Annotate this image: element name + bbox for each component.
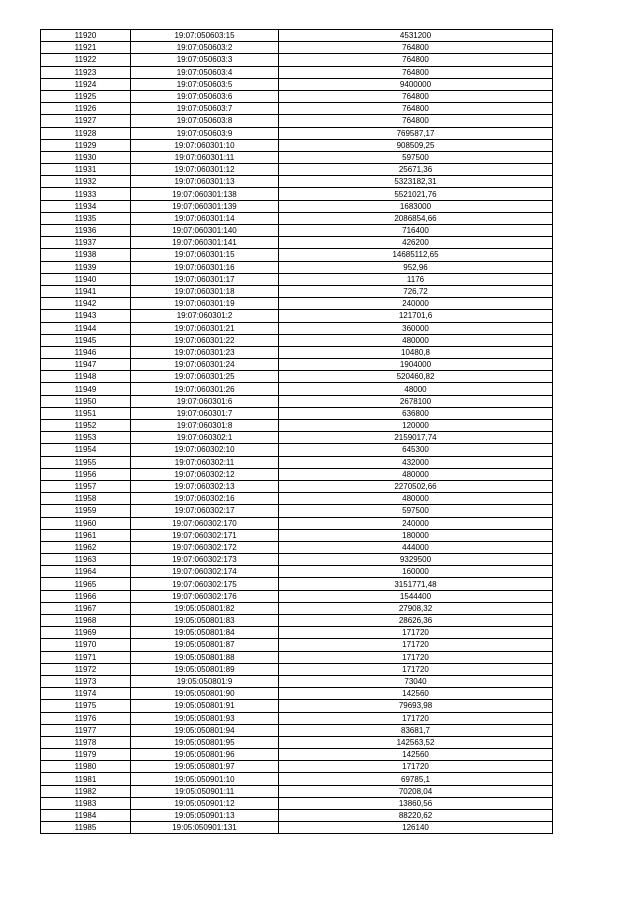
value-cell: 142560 — [279, 749, 553, 761]
value-cell: 70208,04 — [279, 785, 553, 797]
value-cell: 908509,25 — [279, 139, 553, 151]
value-cell: 520460,82 — [279, 371, 553, 383]
row-number-cell: 11934 — [41, 200, 131, 212]
value-cell: 88220,62 — [279, 810, 553, 822]
cadastral-number-cell: 19:07:060301:8 — [131, 420, 279, 432]
cadastral-number-cell: 19:07:050603:4 — [131, 66, 279, 78]
value-cell: 480000 — [279, 334, 553, 346]
value-cell: 1683000 — [279, 200, 553, 212]
value-cell: 171720 — [279, 712, 553, 724]
row-number-cell: 11975 — [41, 700, 131, 712]
value-cell: 79693,98 — [279, 700, 553, 712]
row-number-cell: 11981 — [41, 773, 131, 785]
cadastral-number-cell: 19:07:060302:16 — [131, 493, 279, 505]
table-row — [41, 822, 553, 834]
value-cell: 764800 — [279, 103, 553, 115]
value-cell: 240000 — [279, 517, 553, 529]
table-row — [41, 420, 553, 432]
table-row — [41, 249, 553, 261]
value-cell: 121701,6 — [279, 310, 553, 322]
table-row — [41, 773, 553, 785]
cadastral-number-cell: 19:07:050603:3 — [131, 54, 279, 66]
cadastral-number-cell: 19:07:060301:23 — [131, 346, 279, 358]
row-number-cell: 11945 — [41, 334, 131, 346]
row-number-cell: 11950 — [41, 395, 131, 407]
cadastral-number-cell: 19:07:060302:173 — [131, 554, 279, 566]
table-row — [41, 480, 553, 492]
value-cell: 2678100 — [279, 395, 553, 407]
cadastral-number-cell: 19:07:060301:140 — [131, 225, 279, 237]
value-cell: 142563,52 — [279, 736, 553, 748]
row-number-cell: 11922 — [41, 54, 131, 66]
cadastral-number-cell: 19:05:050901:10 — [131, 773, 279, 785]
row-number-cell: 11926 — [41, 103, 131, 115]
value-cell: 73040 — [279, 675, 553, 687]
row-number-cell: 11968 — [41, 615, 131, 627]
cadastral-number-cell: 19:05:050901:12 — [131, 797, 279, 809]
row-number-cell: 11985 — [41, 822, 131, 834]
cadastral-number-cell: 19:07:060301:10 — [131, 139, 279, 151]
row-number-cell: 11953 — [41, 432, 131, 444]
cadastral-number-cell: 19:05:050801:88 — [131, 651, 279, 663]
value-cell: 764800 — [279, 90, 553, 102]
cadastral-number-cell: 19:07:050603:7 — [131, 103, 279, 115]
cadastral-number-cell: 19:05:050801:90 — [131, 688, 279, 700]
table-row — [41, 541, 553, 553]
cadastral-number-cell: 19:07:050603:5 — [131, 78, 279, 90]
value-cell: 444000 — [279, 541, 553, 553]
value-cell: 764800 — [279, 115, 553, 127]
table-row — [41, 212, 553, 224]
table-row — [41, 724, 553, 736]
row-number-cell: 11938 — [41, 249, 131, 261]
cadastral-number-cell: 19:07:050603:9 — [131, 127, 279, 139]
table-row — [41, 566, 553, 578]
cadastral-number-cell: 19:05:050901:13 — [131, 810, 279, 822]
row-number-cell: 11920 — [41, 30, 131, 42]
cadastral-number-cell: 19:05:050801:82 — [131, 602, 279, 614]
row-number-cell: 11933 — [41, 188, 131, 200]
row-number-cell: 11983 — [41, 797, 131, 809]
row-number-cell: 11925 — [41, 90, 131, 102]
cadastral-number-cell: 19:07:060301:26 — [131, 383, 279, 395]
table-row — [41, 310, 553, 322]
table-row — [41, 615, 553, 627]
table-row — [41, 188, 553, 200]
value-cell: 27908,32 — [279, 602, 553, 614]
table-row — [41, 505, 553, 517]
cadastral-number-cell: 19:07:060302:174 — [131, 566, 279, 578]
table-row — [41, 663, 553, 675]
value-cell: 120000 — [279, 420, 553, 432]
row-number-cell: 11935 — [41, 212, 131, 224]
row-number-cell: 11952 — [41, 420, 131, 432]
cadastral-number-cell: 19:07:060302:176 — [131, 590, 279, 602]
table-row — [41, 736, 553, 748]
table-row — [41, 383, 553, 395]
value-cell: 13860,56 — [279, 797, 553, 809]
table-row — [41, 285, 553, 297]
row-number-cell: 11948 — [41, 371, 131, 383]
row-number-cell: 11941 — [41, 285, 131, 297]
table-row — [41, 444, 553, 456]
value-cell: 716400 — [279, 225, 553, 237]
table-row — [41, 700, 553, 712]
row-number-cell: 11940 — [41, 273, 131, 285]
row-number-cell: 11946 — [41, 346, 131, 358]
value-cell: 171720 — [279, 761, 553, 773]
table-row — [41, 225, 553, 237]
cadastral-number-cell: 19:07:060301:21 — [131, 322, 279, 334]
table-row — [41, 139, 553, 151]
row-number-cell: 11962 — [41, 541, 131, 553]
cadastral-number-cell: 19:07:060302:171 — [131, 529, 279, 541]
cadastral-number-cell: 19:07:060302:175 — [131, 578, 279, 590]
row-number-cell: 11977 — [41, 724, 131, 736]
value-cell: 3151771,48 — [279, 578, 553, 590]
row-number-cell: 11961 — [41, 529, 131, 541]
row-number-cell: 11942 — [41, 298, 131, 310]
cadastral-number-cell: 19:05:050801:97 — [131, 761, 279, 773]
cadastral-number-cell: 19:07:060301:7 — [131, 407, 279, 419]
cadastral-number-cell: 19:07:060301:6 — [131, 395, 279, 407]
table-row — [41, 675, 553, 687]
table-row — [41, 200, 553, 212]
value-cell: 10480,8 — [279, 346, 553, 358]
cadastral-number-cell: 19:05:050901:11 — [131, 785, 279, 797]
table-row — [41, 810, 553, 822]
row-number-cell: 11958 — [41, 493, 131, 505]
cadastral-number-cell: 19:07:060301:14 — [131, 212, 279, 224]
row-number-cell: 11924 — [41, 78, 131, 90]
row-number-cell: 11970 — [41, 639, 131, 651]
value-cell: 48000 — [279, 383, 553, 395]
cadastral-number-cell: 19:07:060301:138 — [131, 188, 279, 200]
table-row — [41, 468, 553, 480]
table-row — [41, 493, 553, 505]
table-row — [41, 151, 553, 163]
table-row — [41, 529, 553, 541]
value-cell: 69785,1 — [279, 773, 553, 785]
value-cell: 180000 — [279, 529, 553, 541]
value-cell: 171720 — [279, 627, 553, 639]
cadastral-number-cell: 19:07:060302:17 — [131, 505, 279, 517]
row-number-cell: 11964 — [41, 566, 131, 578]
value-cell: 769587,17 — [279, 127, 553, 139]
row-number-cell: 11939 — [41, 261, 131, 273]
cadastral-number-cell: 19:05:050801:96 — [131, 749, 279, 761]
row-number-cell: 11928 — [41, 127, 131, 139]
value-cell: 1904000 — [279, 359, 553, 371]
value-cell: 480000 — [279, 493, 553, 505]
row-number-cell: 11960 — [41, 517, 131, 529]
cadastral-number-cell: 19:07:060301:15 — [131, 249, 279, 261]
row-number-cell: 11929 — [41, 139, 131, 151]
cadastral-number-cell: 19:07:060301:13 — [131, 176, 279, 188]
cadastral-number-cell: 19:07:060301:139 — [131, 200, 279, 212]
value-cell: 9400000 — [279, 78, 553, 90]
row-number-cell: 11982 — [41, 785, 131, 797]
row-number-cell: 11921 — [41, 42, 131, 54]
row-number-cell: 11936 — [41, 225, 131, 237]
table-row — [41, 432, 553, 444]
row-number-cell: 11947 — [41, 359, 131, 371]
row-number-cell: 11984 — [41, 810, 131, 822]
value-cell: 764800 — [279, 66, 553, 78]
value-cell: 2086854,66 — [279, 212, 553, 224]
cadastral-number-cell: 19:07:060301:2 — [131, 310, 279, 322]
cadastral-number-cell: 19:07:060301:12 — [131, 164, 279, 176]
cadastral-number-cell: 19:05:050801:93 — [131, 712, 279, 724]
value-cell: 597500 — [279, 505, 553, 517]
table-row — [41, 261, 553, 273]
table-row — [41, 456, 553, 468]
row-number-cell: 11951 — [41, 407, 131, 419]
table-row — [41, 273, 553, 285]
value-cell: 142560 — [279, 688, 553, 700]
value-cell: 2270502,66 — [279, 480, 553, 492]
value-cell: 432000 — [279, 456, 553, 468]
table-row — [41, 176, 553, 188]
row-number-cell: 11969 — [41, 627, 131, 639]
value-cell: 160000 — [279, 566, 553, 578]
cadastral-number-cell: 19:07:050603:6 — [131, 90, 279, 102]
table-row — [41, 42, 553, 54]
value-cell: 171720 — [279, 663, 553, 675]
row-number-cell: 11963 — [41, 554, 131, 566]
row-number-cell: 11965 — [41, 578, 131, 590]
row-number-cell: 11967 — [41, 602, 131, 614]
data-table — [40, 29, 553, 834]
cadastral-number-cell: 19:05:050801:95 — [131, 736, 279, 748]
cadastral-number-cell: 19:05:050801:94 — [131, 724, 279, 736]
row-number-cell: 11930 — [41, 151, 131, 163]
row-number-cell: 11954 — [41, 444, 131, 456]
row-number-cell: 11943 — [41, 310, 131, 322]
value-cell: 360000 — [279, 322, 553, 334]
row-number-cell: 11972 — [41, 663, 131, 675]
table-row — [41, 346, 553, 358]
cadastral-number-cell: 19:07:060301:11 — [131, 151, 279, 163]
table-row — [41, 237, 553, 249]
row-number-cell: 11937 — [41, 237, 131, 249]
value-cell: 171720 — [279, 651, 553, 663]
cadastral-number-cell: 19:05:050801:84 — [131, 627, 279, 639]
table-row — [41, 639, 553, 651]
cadastral-number-cell: 19:07:060301:18 — [131, 285, 279, 297]
value-cell: 5323182,31 — [279, 176, 553, 188]
table-row — [41, 785, 553, 797]
value-cell: 645300 — [279, 444, 553, 456]
table-row — [41, 322, 553, 334]
cadastral-number-cell: 19:07:060302:11 — [131, 456, 279, 468]
value-cell: 83681,7 — [279, 724, 553, 736]
cadastral-number-cell: 19:05:050801:89 — [131, 663, 279, 675]
row-number-cell: 11944 — [41, 322, 131, 334]
value-cell: 764800 — [279, 42, 553, 54]
table-row — [41, 371, 553, 383]
value-cell: 9329500 — [279, 554, 553, 566]
row-number-cell: 11974 — [41, 688, 131, 700]
row-number-cell: 11979 — [41, 749, 131, 761]
cadastral-number-cell: 19:05:050801:83 — [131, 615, 279, 627]
row-number-cell: 11931 — [41, 164, 131, 176]
table-body — [41, 30, 553, 834]
value-cell: 764800 — [279, 54, 553, 66]
row-number-cell: 11956 — [41, 468, 131, 480]
cadastral-number-cell: 19:07:060302:10 — [131, 444, 279, 456]
row-number-cell: 11976 — [41, 712, 131, 724]
row-number-cell: 11978 — [41, 736, 131, 748]
table-row — [41, 359, 553, 371]
table-row — [41, 517, 553, 529]
cadastral-number-cell: 19:07:050603:15 — [131, 30, 279, 42]
row-number-cell: 11932 — [41, 176, 131, 188]
table-row — [41, 688, 553, 700]
row-number-cell: 11955 — [41, 456, 131, 468]
value-cell: 1176 — [279, 273, 553, 285]
row-number-cell: 11949 — [41, 383, 131, 395]
cadastral-number-cell: 19:05:050801:9 — [131, 675, 279, 687]
cadastral-number-cell: 19:07:060301:17 — [131, 273, 279, 285]
table-row — [41, 78, 553, 90]
table-row — [41, 749, 553, 761]
table-row — [41, 54, 553, 66]
table-row — [41, 30, 553, 42]
table-row — [41, 590, 553, 602]
table-row — [41, 66, 553, 78]
row-number-cell: 11959 — [41, 505, 131, 517]
row-number-cell: 11966 — [41, 590, 131, 602]
cadastral-number-cell: 19:07:060302:12 — [131, 468, 279, 480]
table-row — [41, 407, 553, 419]
table-row — [41, 90, 553, 102]
table-row — [41, 115, 553, 127]
cadastral-number-cell: 19:07:050603:8 — [131, 115, 279, 127]
cadastral-number-cell: 19:07:050603:2 — [131, 42, 279, 54]
cadastral-number-cell: 19:07:060302:170 — [131, 517, 279, 529]
cadastral-number-cell: 19:07:060301:24 — [131, 359, 279, 371]
value-cell: 240000 — [279, 298, 553, 310]
row-number-cell: 11980 — [41, 761, 131, 773]
value-cell: 1544400 — [279, 590, 553, 602]
cadastral-number-cell: 19:07:060302:13 — [131, 480, 279, 492]
row-number-cell: 11927 — [41, 115, 131, 127]
cadastral-number-cell: 19:07:060301:25 — [131, 371, 279, 383]
table-row — [41, 761, 553, 773]
table-row — [41, 651, 553, 663]
cadastral-number-cell: 19:07:060301:16 — [131, 261, 279, 273]
table-row — [41, 164, 553, 176]
table-row — [41, 554, 553, 566]
table-row — [41, 797, 553, 809]
value-cell: 14685112,65 — [279, 249, 553, 261]
table-row — [41, 127, 553, 139]
value-cell: 2159017,74 — [279, 432, 553, 444]
value-cell: 597500 — [279, 151, 553, 163]
table-row — [41, 578, 553, 590]
value-cell: 636800 — [279, 407, 553, 419]
value-cell: 5521021,76 — [279, 188, 553, 200]
cadastral-number-cell: 19:07:060302:172 — [131, 541, 279, 553]
cadastral-number-cell: 19:07:060301:19 — [131, 298, 279, 310]
cadastral-number-cell: 19:05:050801:91 — [131, 700, 279, 712]
row-number-cell: 11957 — [41, 480, 131, 492]
row-number-cell: 11973 — [41, 675, 131, 687]
value-cell: 126140 — [279, 822, 553, 834]
cadastral-number-cell: 19:07:060302:1 — [131, 432, 279, 444]
cadastral-number-cell: 19:07:060301:22 — [131, 334, 279, 346]
value-cell: 171720 — [279, 639, 553, 651]
value-cell: 480000 — [279, 468, 553, 480]
cadastral-number-cell: 19:05:050801:87 — [131, 639, 279, 651]
value-cell: 952,96 — [279, 261, 553, 273]
value-cell: 28626,36 — [279, 615, 553, 627]
cadastral-number-cell: 19:07:060301:141 — [131, 237, 279, 249]
table-row — [41, 334, 553, 346]
table-row — [41, 602, 553, 614]
value-cell: 25671,36 — [279, 164, 553, 176]
value-cell: 726,72 — [279, 285, 553, 297]
cadastral-number-cell: 19:05:050901:131 — [131, 822, 279, 834]
table-row — [41, 103, 553, 115]
value-cell: 4531200 — [279, 30, 553, 42]
table-row — [41, 712, 553, 724]
row-number-cell: 11923 — [41, 66, 131, 78]
row-number-cell: 11971 — [41, 651, 131, 663]
table-row — [41, 298, 553, 310]
table-row — [41, 395, 553, 407]
value-cell: 426200 — [279, 237, 553, 249]
table-row — [41, 627, 553, 639]
